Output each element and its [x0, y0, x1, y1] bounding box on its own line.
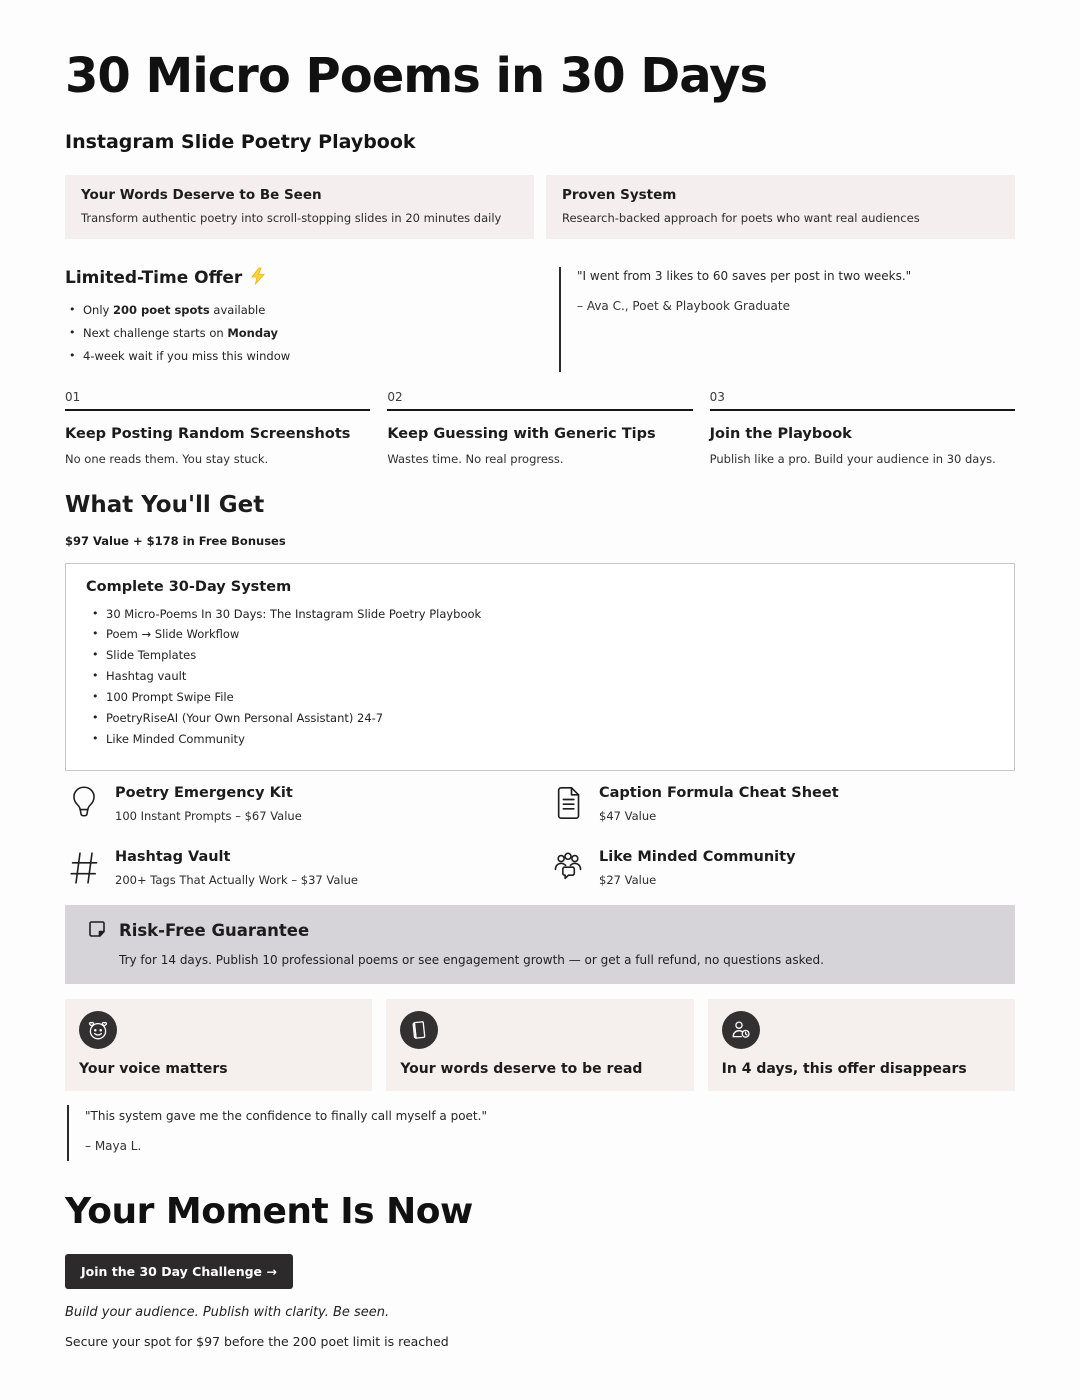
testimonial-maya — [67, 1105, 1015, 1161]
step-text: Publish like a pro. Build your audience in 30 days. — [709, 451, 996, 466]
bonus-title: Caption Formula Cheat Sheet — [599, 784, 839, 801]
system-item: • Slide Templates — [86, 648, 994, 662]
bonus-text — [115, 849, 358, 887]
bonus-subtitle: $47 Value — [599, 808, 657, 823]
system-item: • PoetryRiseAI (Your Own Personal Assistant) 24-7 — [86, 711, 994, 725]
system-box — [65, 563, 1015, 771]
bonus-hashtag-vault — [65, 849, 531, 887]
offer-bullet: • 4-week wait if you miss this window — [65, 349, 535, 364]
cta-note: Secure your spot for $97 before the 200 poet limit is reached — [65, 1333, 449, 1349]
testimonial-attribution: – Maya L. — [85, 1138, 142, 1153]
steps-section — [65, 390, 1015, 466]
step-title: Keep Posting Random Screenshots — [65, 425, 351, 442]
intro-card-title: Proven System — [562, 186, 677, 203]
page-title: 30 Micro Poems in 30 Days — [65, 48, 768, 104]
bonus-text — [599, 849, 796, 887]
limited-offer-section — [65, 267, 1015, 372]
cta-tagline: Build your audience. Publish with clarity. Be seen. — [65, 1304, 390, 1320]
bonus-title: Like Minded Community — [599, 848, 796, 865]
note-icon — [87, 919, 107, 943]
bonus-text — [115, 785, 302, 823]
offer-bullet: • Only 200 poet spots available — [65, 303, 535, 318]
testimonial-attribution: – Ava C., Poet & Playbook Graduate — [577, 298, 790, 313]
guarantee-banner — [65, 905, 1015, 984]
step-number: 03 — [710, 390, 1015, 411]
limited-offer-left — [65, 267, 535, 372]
limited-offer-list — [65, 303, 535, 364]
lightning-bolt-icon — [250, 267, 266, 290]
what-you-get-heading: What You'll Get — [65, 491, 265, 518]
intro-card-text: Transform authentic poetry into scroll-stopping slides in 20 minutes daily — [81, 210, 502, 225]
step-1 — [65, 390, 370, 466]
offer-bullet: • Next challenge starts on Monday — [65, 326, 535, 341]
testimonial-ava — [559, 267, 1015, 372]
limited-offer-heading — [65, 267, 535, 290]
bonus-title: Hashtag Vault — [115, 848, 231, 865]
guarantee-header — [87, 919, 993, 943]
intro-cards — [65, 175, 1015, 239]
testimonial-quote: "This system gave me the confidence to finally call myself a poet." — [85, 1108, 487, 1123]
value-card-words — [386, 999, 693, 1091]
step-title: Join the Playbook — [709, 425, 852, 442]
join-challenge-button[interactable]: Join the 30 Day Challenge → — [65, 1254, 293, 1289]
step-number: 01 — [65, 390, 370, 411]
bonus-caption-cheat-sheet — [549, 785, 1015, 823]
cta-heading: Your Moment Is Now — [65, 1190, 473, 1232]
step-3 — [710, 390, 1015, 466]
value-card-offer-expiry — [708, 999, 1015, 1091]
bonus-like-minded-community — [549, 849, 1015, 887]
guarantee-text: Try for 14 days. Publish 10 professional poems or see engagement growth — or get a full refund, no questions asked. — [119, 952, 824, 967]
intro-card-text: Research-backed approach for poets who want real audiences — [562, 210, 920, 225]
intro-card-words — [65, 175, 534, 239]
value-card-voice — [65, 999, 372, 1091]
intro-card-title: Your Words Deserve to Be Seen — [81, 186, 322, 203]
system-item: • Poem → Slide Workflow — [86, 627, 994, 641]
document-icon — [549, 785, 587, 823]
bonus-subtitle: 100 Instant Prompts – $67 Value — [115, 808, 302, 823]
book-icon — [400, 1011, 438, 1049]
bonus-poetry-emergency-kit — [65, 785, 531, 823]
lightbulb-icon — [65, 785, 103, 823]
step-text: Wastes time. No real progress. — [387, 451, 564, 466]
bonus-title: Poetry Emergency Kit — [115, 784, 293, 801]
value-card-label: Your words deserve to be read — [400, 1060, 643, 1077]
intro-card-proven — [546, 175, 1015, 239]
step-number: 02 — [387, 390, 692, 411]
person-clock-icon — [722, 1011, 760, 1049]
hashtag-icon — [65, 849, 103, 887]
value-card-label: In 4 days, this offer disappears — [721, 1060, 967, 1077]
testimonial-quote: "I went from 3 likes to 60 saves per post in two weeks." — [577, 268, 912, 283]
value-cards — [65, 999, 1015, 1091]
limited-offer-heading-text: Limited-Time Offer — [65, 268, 243, 289]
system-item: • Like Minded Community — [86, 732, 994, 746]
step-title: Keep Guessing with Generic Tips — [387, 425, 656, 442]
system-item: • Hashtag vault — [86, 669, 994, 683]
guarantee-title: Risk-Free Guarantee — [119, 921, 310, 941]
page-subtitle: Instagram Slide Poetry Playbook — [65, 130, 416, 153]
bonus-text — [599, 785, 839, 823]
smiling-face-hearts-icon — [79, 1011, 117, 1049]
community-icon — [549, 849, 587, 887]
system-item: • 100 Prompt Swipe File — [86, 690, 994, 704]
bonus-grid — [65, 785, 1015, 887]
value-card-label: Your voice matters — [79, 1060, 228, 1077]
step-2 — [387, 390, 692, 466]
system-item: • 30 Micro-Poems In 30 Days: The Instagram Slide Poetry Playbook — [86, 607, 994, 621]
bonus-subtitle: $27 Value — [599, 872, 657, 887]
step-text: No one reads them. You stay stuck. — [65, 451, 269, 466]
system-list — [86, 607, 994, 747]
value-line: $97 Value + $178 in Free Bonuses — [65, 533, 286, 548]
bonus-subtitle: 200+ Tags That Actually Work – $37 Value — [115, 872, 358, 887]
system-box-title: Complete 30-Day System — [86, 578, 292, 595]
